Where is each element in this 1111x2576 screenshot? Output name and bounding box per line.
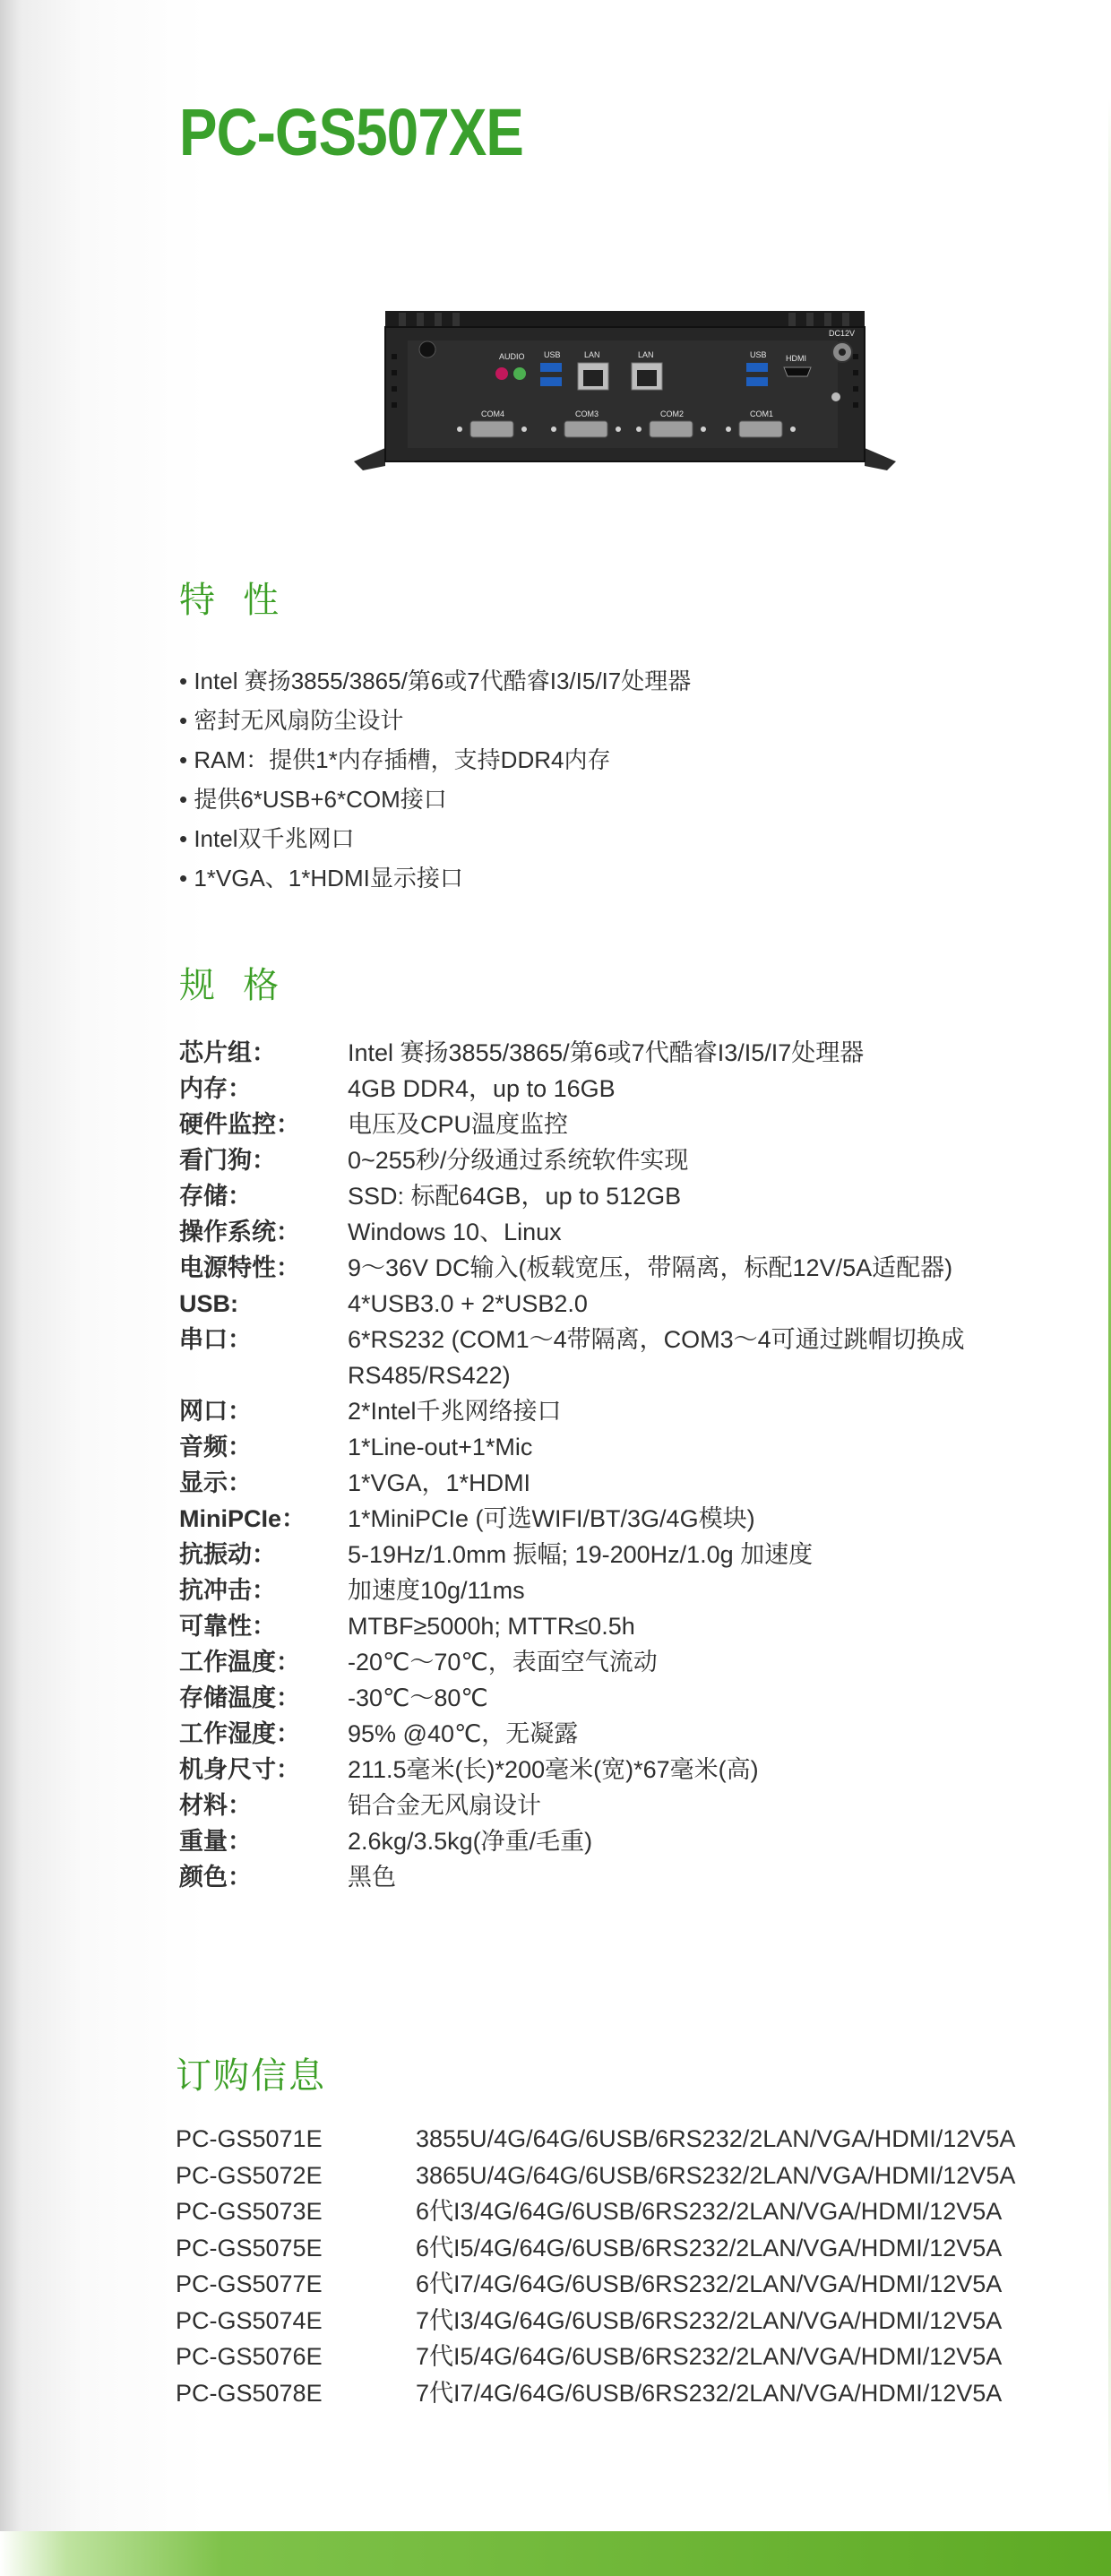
order-model: PC-GS5076E [176, 2343, 323, 2370]
spec-row [179, 1644, 1111, 1680]
spec-value: RS485/RS422) [348, 1362, 511, 1389]
spec-value: Intel 赛扬3855/3865/第6或7代酷睿I3/I5/I7处理器 [348, 1039, 865, 1066]
spec-label: 串口： [179, 1326, 252, 1353]
spec-row [179, 1322, 1111, 1357]
spec-row [179, 1572, 1111, 1608]
features-heading: 特 性 [179, 581, 289, 620]
ordering-heading: 订购信息 [176, 2056, 326, 2096]
spec-row [179, 1357, 1111, 1393]
spec-label: 内存： [179, 1075, 252, 1102]
order-model: PC-GS5071E [176, 2125, 323, 2152]
order-config: 6代I5/4G/64G/6USB/6RS232/2LAN/VGA/HDMI/12V5A [416, 2234, 1003, 2262]
spec-row [179, 1429, 1111, 1465]
spec-row [179, 1716, 1111, 1752]
spec-value: SSD: 标配64GB，up to 512GB [348, 1183, 682, 1210]
spec-row [179, 1501, 1111, 1537]
spec-row [179, 1178, 1111, 1214]
spec-label: MiniPCIe： [179, 1505, 306, 1532]
product-image [345, 300, 905, 479]
spec-value: 电压及CPU温度监控 [348, 1111, 569, 1138]
order-row [176, 2375, 1015, 2412]
product-title: PC-GS507XE [179, 95, 524, 169]
spec-value: 2.6kg/3.5kg(净重/毛重) [348, 1828, 593, 1855]
order-row [176, 2193, 1015, 2230]
order-row [176, 2266, 1015, 2303]
feature-item: • Intel 赛扬3855/3865/第6或7代酷睿I3/I5/I7处理器 [179, 668, 692, 694]
spec-row [179, 1608, 1111, 1644]
spec-value: -20℃～70℃，表面空气流动 [348, 1649, 658, 1676]
com-port-icon [470, 421, 513, 437]
order-config: 6代I7/4G/64G/6USB/6RS232/2LAN/VGA/HDMI/12V5A [416, 2270, 1003, 2297]
spec-value: 5-19Hz/1.0mm 振幅; 19-200Hz/1.0g 加速度 [348, 1541, 814, 1568]
spec-row [179, 1250, 1111, 1286]
spec-label: 机身尺寸： [179, 1756, 300, 1783]
spec-row [179, 1752, 1111, 1788]
spec-value: 铝合金无风扇设计 [348, 1792, 541, 1819]
port-label: USB [544, 350, 561, 359]
order-model: PC-GS5074E [176, 2306, 323, 2334]
order-config: 7代I3/4G/64G/6USB/6RS232/2LAN/VGA/HDMI/12V5A [416, 2306, 1003, 2334]
feature-item: • RAM：提供1*内存插槽，支持DDR4内存 [179, 746, 611, 773]
usb-port-icon [540, 377, 562, 386]
spec-label: USB: [179, 1290, 238, 1317]
spec-label: 音频： [179, 1434, 252, 1460]
spec-value: 95% @40℃，无凝露 [348, 1720, 579, 1747]
spec-value: 黑色 [348, 1864, 396, 1891]
com-port-icon [564, 421, 607, 437]
spec-value: 0~255秒/分级通过系统软件实现 [348, 1147, 689, 1174]
port-label: COM3 [575, 409, 599, 418]
spec-row [179, 1035, 1111, 1071]
spec-row [179, 1142, 1111, 1178]
footer-green-bar [0, 2531, 1111, 2576]
spec-label [179, 1357, 348, 1393]
mic-jack-icon [495, 367, 508, 380]
spec-value: MTBF≥5000h; MTTR≤0.5h [348, 1613, 635, 1640]
order-model: PC-GS5077E [176, 2270, 323, 2297]
usb-port-icon [746, 377, 768, 386]
order-model: PC-GS5073E [176, 2198, 323, 2225]
spec-row [179, 1823, 1111, 1859]
spec-label: 看门狗： [179, 1147, 276, 1174]
feature-item: • Intel双千兆网口 [179, 825, 355, 852]
left-mount-foot [354, 448, 385, 470]
order-model: PC-GS5072E [176, 2161, 323, 2189]
spec-row [179, 1071, 1111, 1107]
spec-value: 1*VGA，1*HDMI [348, 1469, 531, 1496]
port-label: COM4 [481, 409, 505, 418]
order-config: 3855U/4G/64G/6USB/6RS232/2LAN/VGA/HDMI/12V5A [416, 2125, 1016, 2152]
spec-value: 9～36V DC输入(板载宽压，带隔离，标配12V/5A适配器) [348, 1254, 953, 1281]
usb-port-icon [746, 363, 768, 372]
spec-value: Windows 10、Linux [348, 1219, 562, 1245]
spec-value: 加速度10g/11ms [348, 1577, 525, 1604]
spec-label: 网口： [179, 1398, 252, 1425]
spec-value: 1*MiniPCIe (可选WIFI/BT/3G/4G模块) [348, 1505, 755, 1532]
spec-label: 芯片组： [179, 1039, 276, 1066]
spec-value: 211.5毫米(长)*200毫米(宽)*67毫米(高) [348, 1756, 759, 1783]
order-row [176, 2303, 1015, 2339]
port-label: COM1 [750, 409, 774, 418]
spec-value: 4GB DDR4，up to 16GB [348, 1075, 616, 1102]
spec-row [179, 1107, 1111, 1142]
spec-label: 操作系统： [179, 1219, 300, 1245]
spec-label: 颜色： [179, 1864, 252, 1891]
order-config: 7代I5/4G/64G/6USB/6RS232/2LAN/VGA/HDMI/12V5A [416, 2343, 1003, 2370]
right-mount-foot [865, 448, 896, 470]
spec-row [179, 1788, 1111, 1823]
spec-value: 4*USB3.0 + 2*USB2.0 [348, 1290, 588, 1317]
feature-item: • 1*VGA、1*HDMI显示接口 [179, 865, 463, 892]
spec-row [179, 1537, 1111, 1572]
spec-label: 电源特性： [179, 1254, 300, 1281]
port-label: LAN [638, 350, 654, 359]
specs-heading: 规 格 [179, 966, 289, 1005]
spec-value: 1*Line-out+1*Mic [348, 1434, 533, 1460]
spec-label: 重量： [179, 1828, 252, 1855]
port-label: USB [750, 350, 767, 359]
power-button-icon [419, 341, 435, 358]
port-label: HDMI [786, 354, 806, 363]
spec-row [179, 1214, 1111, 1250]
feature-item: • 提供6*USB+6*COM接口 [179, 786, 447, 813]
com-port-icon [739, 421, 782, 437]
order-config: 7代I7/4G/64G/6USB/6RS232/2LAN/VGA/HDMI/12V5A [416, 2379, 1003, 2407]
spec-label: 存储温度： [179, 1684, 300, 1711]
order-model: PC-GS5075E [176, 2234, 323, 2262]
order-row [176, 2339, 1015, 2375]
port-label: DC12V [829, 329, 856, 338]
spec-label: 硬件监控： [179, 1111, 300, 1138]
spec-row [179, 1286, 1111, 1322]
hdmi-port-icon [784, 367, 811, 376]
order-row [176, 2121, 1015, 2158]
order-model: PC-GS5078E [176, 2379, 323, 2407]
spec-row [179, 1859, 1111, 1895]
port-label: COM2 [660, 409, 685, 418]
line-out-jack-icon [513, 367, 526, 380]
port-label: AUDIO [499, 352, 525, 361]
spec-table [179, 1035, 1111, 1895]
spec-value: 6*RS232 (COM1～4带隔离，COM3～4可通过跳帽切换成 [348, 1326, 965, 1353]
spec-value: 2*Intel千兆网络接口 [348, 1398, 562, 1425]
order-config: 3865U/4G/64G/6USB/6RS232/2LAN/VGA/HDMI/12V5A [416, 2161, 1016, 2189]
spec-row [179, 1393, 1111, 1429]
spec-label: 存储： [179, 1183, 252, 1210]
spec-label: 材料： [179, 1792, 252, 1819]
order-row [176, 2158, 1015, 2194]
spec-label: 工作温度： [179, 1649, 300, 1676]
spec-row [179, 1680, 1111, 1716]
port-label: LAN [584, 350, 600, 359]
feature-list [179, 661, 691, 898]
ground-screw-icon [831, 392, 840, 401]
order-row [176, 2230, 1015, 2267]
com-port-icon [650, 421, 693, 437]
feature-item: • 密封无风扇防尘设计 [179, 707, 404, 734]
ordering-table [176, 2121, 1015, 2411]
spec-label: 抗振动： [179, 1541, 276, 1568]
order-config: 6代I3/4G/64G/6USB/6RS232/2LAN/VGA/HDMI/12V5A [416, 2198, 1003, 2225]
spec-label: 工作湿度： [179, 1720, 300, 1747]
spec-label: 可靠性： [179, 1613, 276, 1640]
spec-row [179, 1465, 1111, 1501]
spec-label: 抗冲击： [179, 1577, 276, 1604]
usb-port-icon [540, 363, 562, 372]
spec-label: 显示： [179, 1469, 252, 1496]
spec-value: -30℃～80℃ [348, 1684, 488, 1711]
